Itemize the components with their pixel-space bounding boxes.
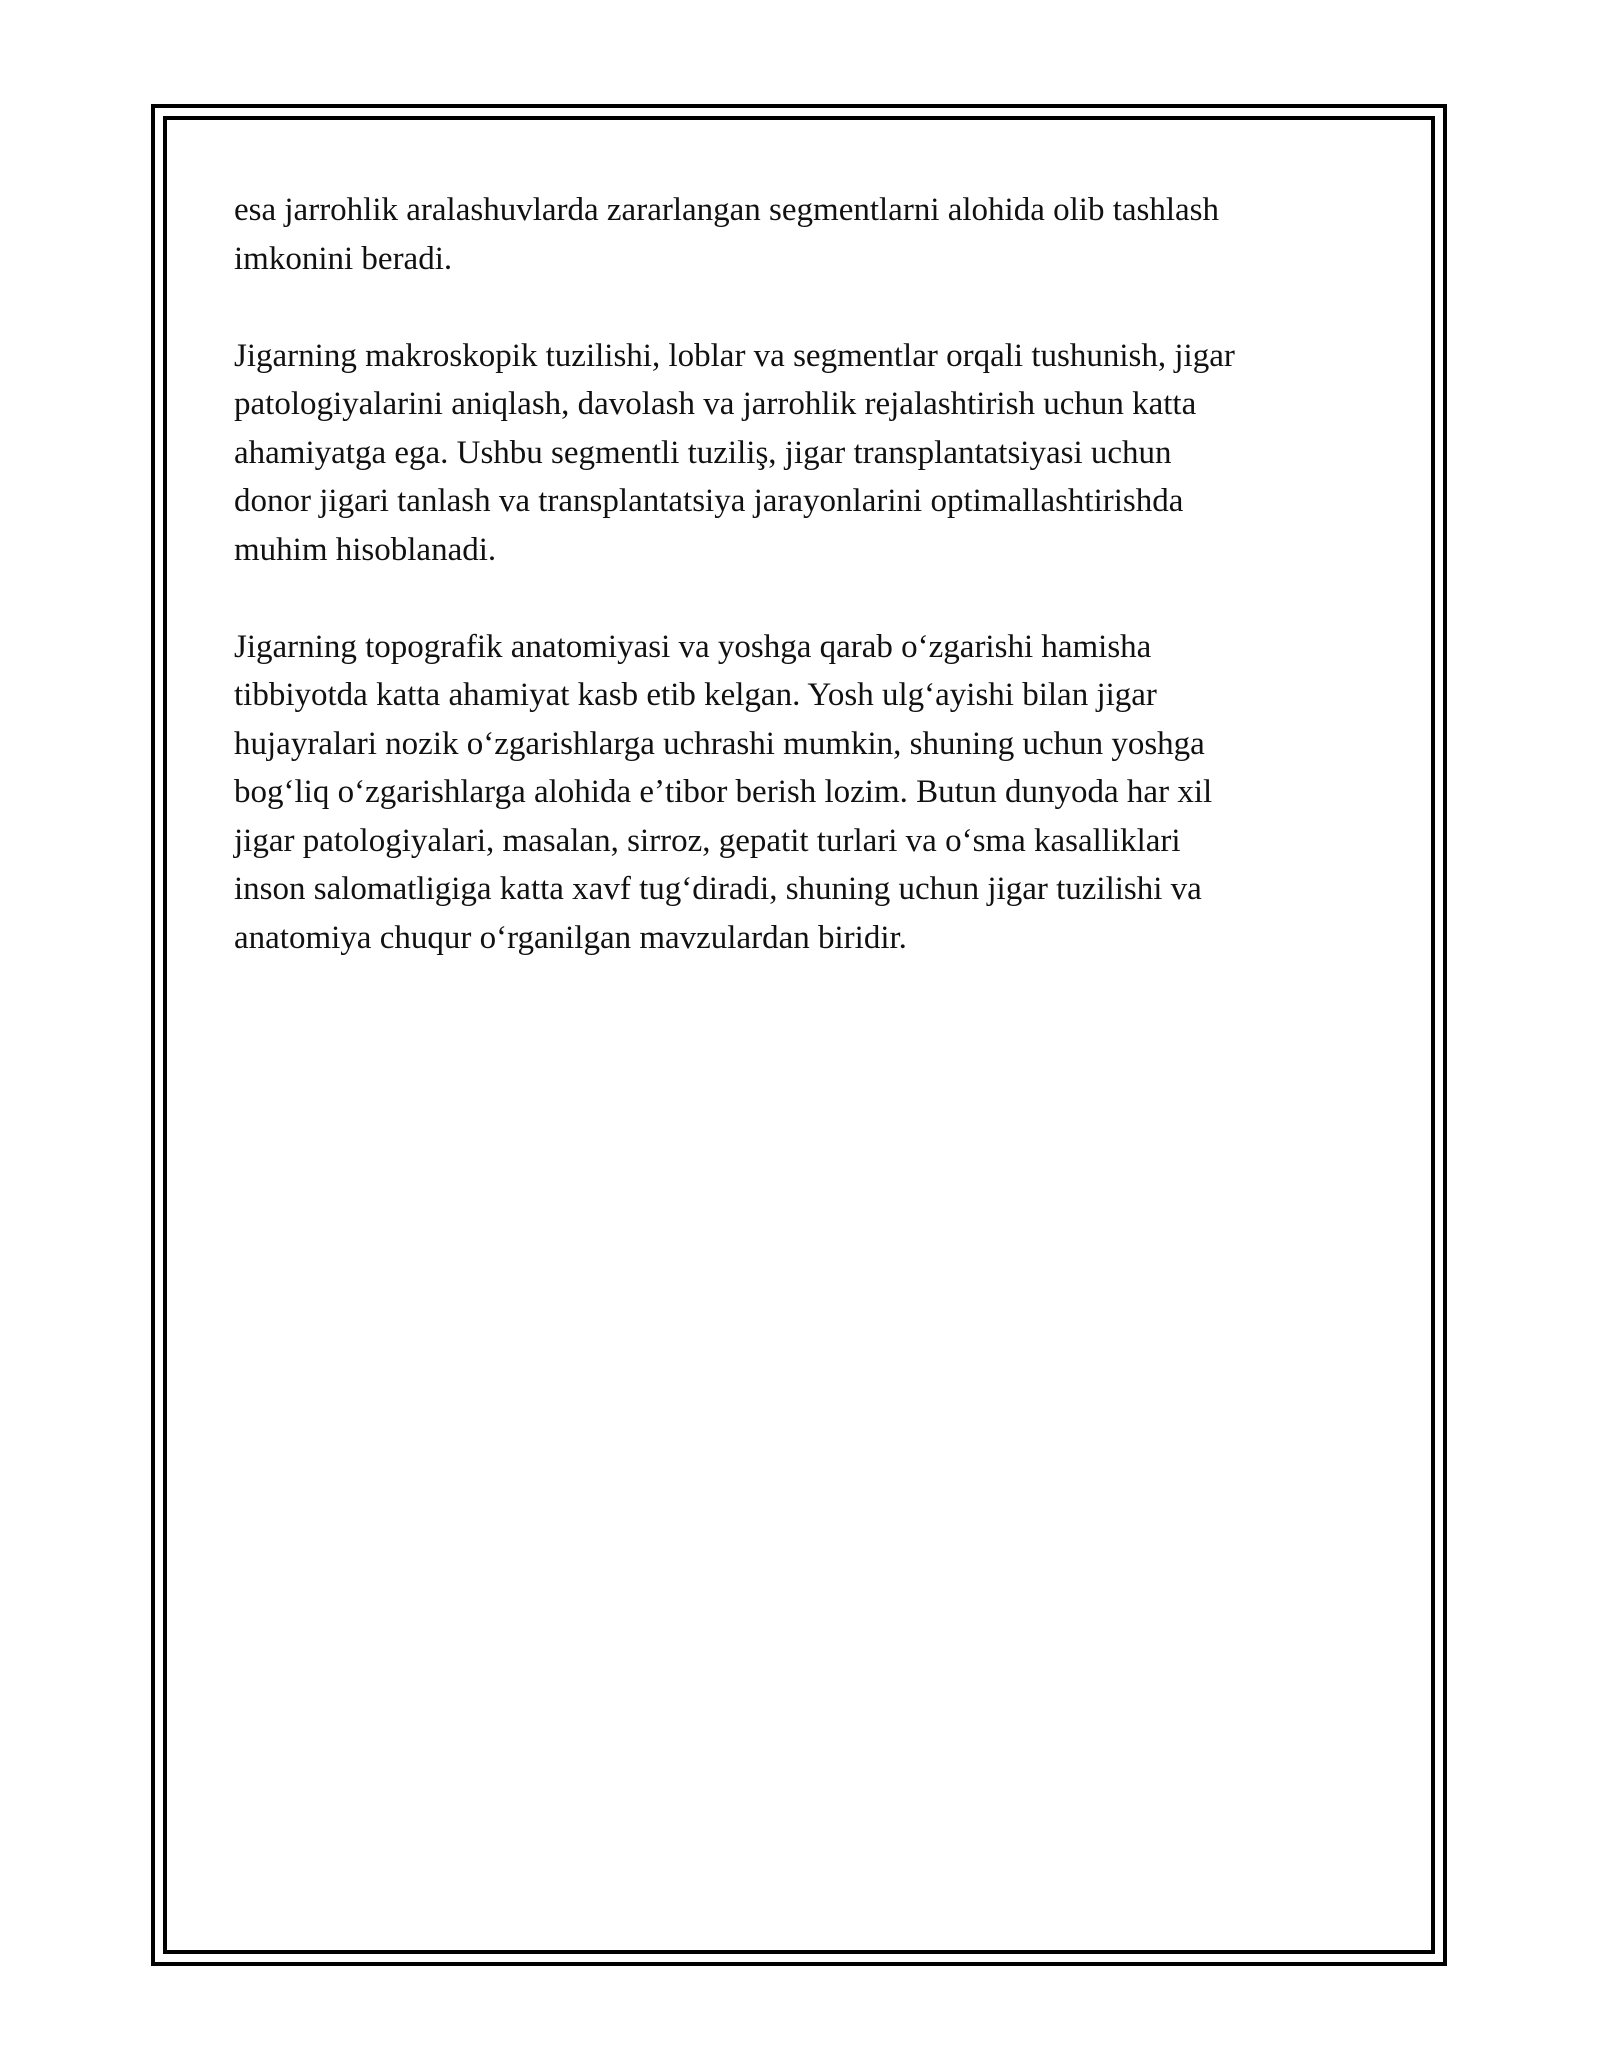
text-line: patologiyalarini aniqlash, davolash va jarrohlik rejalashtirish uchun katta	[234, 386, 1197, 422]
document-body	[234, 186, 1374, 1011]
text-line: anatomiya chuqur oʻrganilgan mavzulardan biridir.	[234, 919, 907, 956]
text-line: tibbiyotda katta ahamiyat kasb etib kelgan. Yosh ulgʻayishi bilan jigar	[234, 677, 1157, 713]
text-line: jigar patologiyalari, masalan, sirroz, gepatit turlari va oʻsma kasalliklari	[234, 822, 1181, 859]
text-line: donor jigari tanlash va transplantatsiya jarayonlarini optimallashtirishda	[234, 483, 1184, 519]
text-line: inson salomatligiga katta xavf tugʻdiradi, shuning uchun jigar tuzilishi va	[234, 871, 1202, 907]
text-line: Jigarning makroskopik tuzilishi, loblar va segmentlar orqali tushunish, jigar	[234, 337, 1235, 374]
text-line: bogʻliq oʻzgarishlarga alohida eʼtibor berish lozim. Butun dunyoda har xil	[234, 774, 1213, 810]
text-line: esa jarrohlik aralashuvlarda zararlangan segmentlarni alohida olib tashlash	[234, 192, 1220, 228]
paragraph-2	[234, 332, 1374, 575]
text-line: hujayralari nozik oʻzgarishlarga uchrashi mumkin, shuning uchun yoshga	[234, 725, 1205, 762]
paragraph-3	[234, 623, 1374, 963]
paragraph-1	[234, 186, 1374, 283]
text-line: Jigarning topografik anatomiyasi va yoshga qarab oʻzgarishi hamisha	[234, 628, 1152, 665]
text-line: imkonini beradi.	[234, 240, 453, 277]
text-line: muhim hisoblanadi.	[234, 531, 497, 568]
text-line: ahamiyatga ega. Ushbu segmentli tuziliş, jigar transplantatsiyasi uchun	[234, 434, 1172, 471]
